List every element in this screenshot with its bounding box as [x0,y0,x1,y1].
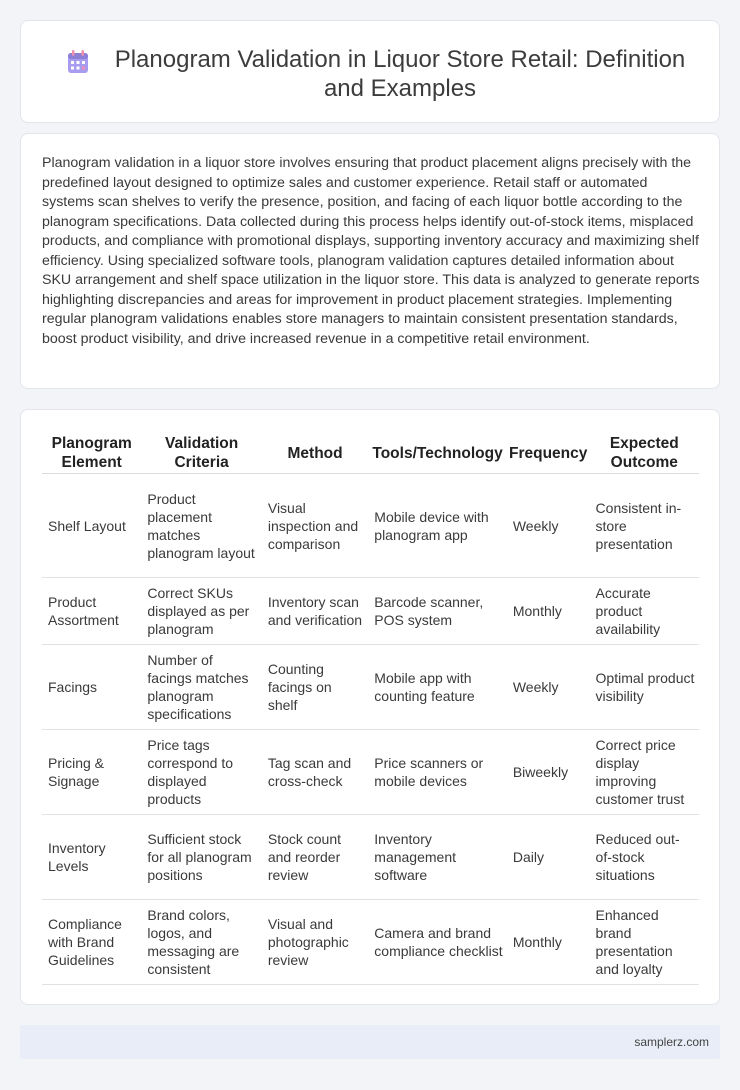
header-tools-technology: Tools/Technology [368,433,507,474]
description-text: Planogram validation in a liquor store involves ensuring that product placement aligns precisely with the predefined layout designed to optimize sales and customer experience. Retail staff or automated systems scan shelves to verify the presence, position, and facing of each liquor bottle according to the planogram specifications. Data collected during this process helps identify out-of-stock items, misplaced products, and compliance with promotional displays, supporting inventory accuracy and maximizing shelf efficiency. Using specialized software tools, planogram validation captures detailed information about SKU arrangement and shelf space utilization in the liquor store. This data is analyzed to generate reports highlighting discrepancies and areas for improvement in product placement strategies. Implementing regular planogram validations enables store managers to maintain consistent presentation standards, boost product visibility, and drive increased revenue in a competitive retail environment. [42,155,700,347]
cell-outcome: Consistent in-store presentation [590,474,699,578]
table-header-row [42,433,699,474]
description-card [20,133,720,389]
header-method: Method [262,433,368,474]
table-row [42,815,699,900]
cell-outcome: Optimal product visibility [590,645,699,730]
calendar-icon [67,50,89,74]
cell-tools: Mobile app with counting feature [368,645,507,730]
cell-method: Inventory scan and verification [262,578,368,645]
cell-tools: Barcode scanner, POS system [368,578,507,645]
cell-element: Pricing & Signage [42,730,141,815]
cell-criteria: Price tags correspond to displayed products [141,730,261,815]
cell-frequency: Weekly [507,645,590,730]
cell-tools: Mobile device with planogram app [368,474,507,578]
table-row [42,900,699,985]
cell-method: Stock count and reorder review [262,815,368,900]
table-row [42,474,699,578]
cell-tools: Camera and brand compliance checklist [368,900,507,985]
cell-criteria: Brand colors, logos, and messaging are consistent [141,900,261,985]
cell-element: Product Assortment [42,578,141,645]
cell-element: Shelf Layout [42,474,141,578]
cell-element: Compliance with Brand Guidelines [42,900,141,985]
footer [20,1025,720,1059]
table-card [20,409,720,1005]
cell-criteria: Correct SKUs displayed as per planogram [141,578,261,645]
cell-frequency: Daily [507,815,590,900]
cell-frequency: Biweekly [507,730,590,815]
cell-method: Counting facings on shelf [262,645,368,730]
header-planogram-element: Planogram Element [42,433,141,474]
cell-method: Tag scan and cross-check [262,730,368,815]
table-row [42,578,699,645]
cell-tools: Inventory management software [368,815,507,900]
table-row [42,645,699,730]
cell-outcome: Correct price display improving customer trust [590,730,699,815]
cell-tools: Price scanners or mobile devices [368,730,507,815]
cell-method: Visual and photographic review [262,900,368,985]
header-card [20,20,720,123]
cell-criteria: Product placement matches planogram layout [141,474,261,578]
cell-criteria: Sufficient stock for all planogram positions [141,815,261,900]
page-title: Planogram Validation in Liquor Store Retail: Definition and Examples [114,46,686,102]
cell-criteria: Number of facings matches planogram specifications [141,645,261,730]
header-validation-criteria: Validation Criteria [141,433,261,474]
cell-element: Inventory Levels [42,815,141,900]
footer-site-link[interactable]: samplerz.com [634,1035,709,1049]
cell-method: Visual inspection and comparison [262,474,368,578]
cell-outcome: Accurate product availability [590,578,699,645]
cell-frequency: Monthly [507,900,590,985]
header-frequency: Frequency [507,433,590,474]
cell-frequency: Weekly [507,474,590,578]
table-row [42,730,699,815]
cell-outcome: Reduced out-of-stock situations [590,815,699,900]
cell-outcome: Enhanced brand presentation and loyalty [590,900,699,985]
cell-frequency: Monthly [507,578,590,645]
cell-element: Facings [42,645,141,730]
planogram-table [42,433,699,985]
header-expected-outcome: Expected Outcome [590,433,699,474]
